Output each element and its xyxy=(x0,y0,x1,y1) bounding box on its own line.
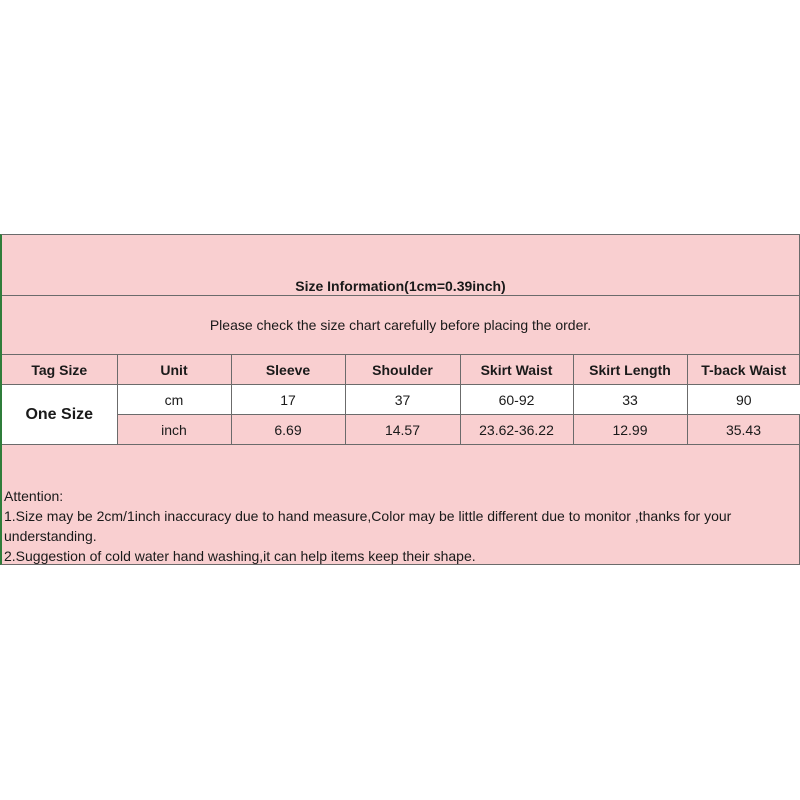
table-row xyxy=(2,385,800,415)
title-row xyxy=(2,235,799,296)
table-cell: 17 xyxy=(231,385,345,415)
table-cell: cm xyxy=(117,385,231,415)
header-t-back-waist: T-back Waist xyxy=(687,355,800,385)
table-cell: 90 xyxy=(687,385,800,415)
size-check-note: Please check the size chart carefully before placing the order. xyxy=(209,317,592,333)
table-cell: 6.69 xyxy=(231,415,345,445)
table-cell: 14.57 xyxy=(345,415,460,445)
header-tag-size: Tag Size xyxy=(2,355,117,385)
size-chart-title: Size Information(1cm=0.39inch) xyxy=(295,278,506,294)
table-cell: 37 xyxy=(345,385,460,415)
note-row xyxy=(2,295,799,355)
header-skirt-length: Skirt Length xyxy=(573,355,687,385)
attention-line-1: 1.Size may be 2cm/1inch inaccuracy due to hand measure,Color may be little different due to monitor ,thanks for your understanding. xyxy=(4,508,732,544)
header-shoulder: Shoulder xyxy=(345,355,460,385)
attention-line-2: 2.Suggestion of cold water hand washing,it can help items keep their shape. xyxy=(4,548,476,564)
header-skirt-waist: Skirt Waist xyxy=(460,355,573,385)
tag-size-value: One Size xyxy=(2,385,117,445)
table-cell: 60-92 xyxy=(460,385,573,415)
table-cell: 33 xyxy=(573,385,687,415)
table-row xyxy=(2,415,800,445)
attention-heading: Attention: xyxy=(4,488,64,504)
size-table xyxy=(2,354,800,445)
table-cell: 12.99 xyxy=(573,415,687,445)
header-unit: Unit xyxy=(117,355,231,385)
size-chart-panel xyxy=(0,234,800,565)
attention-section xyxy=(4,486,779,566)
table-cell: 23.62-36.22 xyxy=(460,415,573,445)
table-cell: inch xyxy=(117,415,231,445)
table-header-row xyxy=(2,355,800,385)
header-sleeve: Sleeve xyxy=(231,355,345,385)
table-cell: 35.43 xyxy=(687,415,800,445)
